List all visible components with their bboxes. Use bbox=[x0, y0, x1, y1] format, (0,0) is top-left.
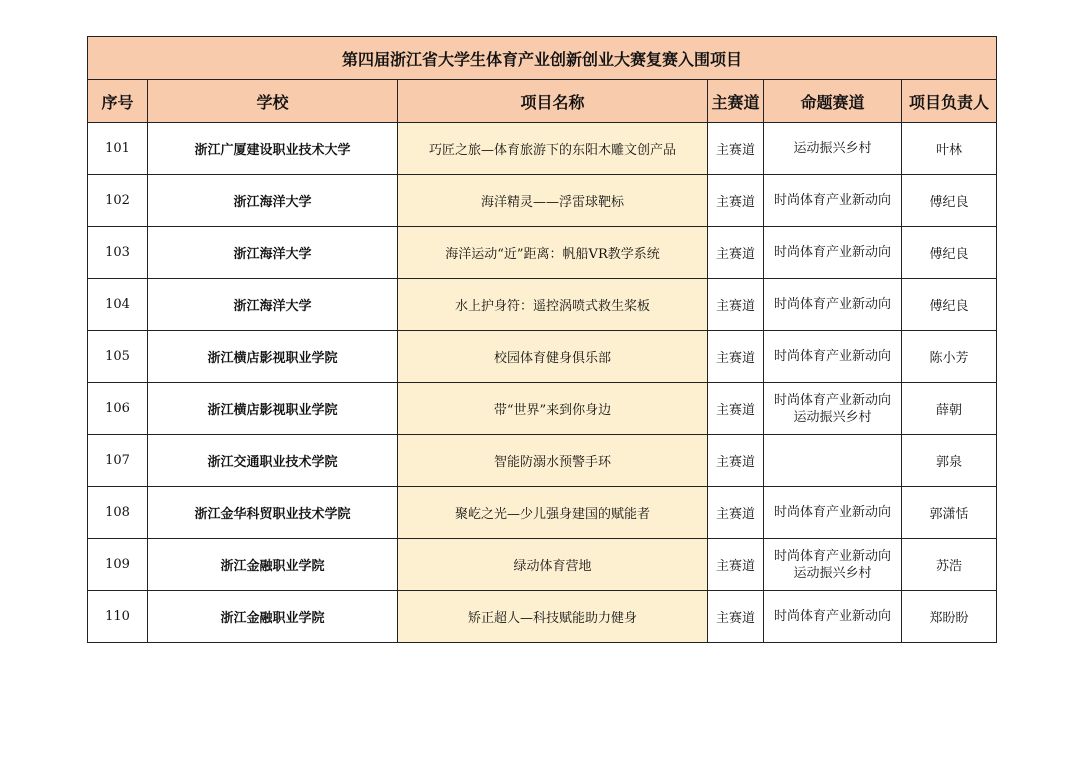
cell-school: 浙江海洋大学 bbox=[148, 175, 398, 227]
cell-main-track: 主赛道 bbox=[708, 383, 764, 435]
cell-topic-track bbox=[764, 279, 902, 331]
topic-line-2: 运动振兴乡村 bbox=[793, 565, 872, 581]
table-row bbox=[88, 123, 997, 175]
cell-main-track: 主赛道 bbox=[708, 539, 764, 591]
cell-topic-track bbox=[764, 227, 902, 279]
cell-school: 浙江海洋大学 bbox=[148, 227, 398, 279]
topic-line-1: 时尚体育产业新动向 bbox=[773, 245, 891, 260]
table-title: 第四届浙江省大学生体育产业创新创业大赛复赛入围项目 bbox=[88, 37, 997, 80]
cell-topic-track bbox=[764, 123, 902, 175]
table-row bbox=[88, 279, 997, 331]
topic-line-1: 运动振兴乡村 bbox=[793, 141, 872, 156]
cell-main-track: 主赛道 bbox=[708, 123, 764, 175]
cell-no: 102 bbox=[88, 175, 148, 227]
cell-no: 109 bbox=[88, 539, 148, 591]
cell-school: 浙江横店影视职业学院 bbox=[148, 331, 398, 383]
topic-line-1: 时尚体育产业新动向 bbox=[773, 609, 891, 624]
cell-school: 浙江海洋大学 bbox=[148, 279, 398, 331]
cell-no: 107 bbox=[88, 435, 148, 487]
cell-project: 绿动体育营地 bbox=[398, 539, 708, 591]
table-row bbox=[88, 591, 997, 643]
cell-project: 矫正超人—科技赋能助力健身 bbox=[398, 591, 708, 643]
cell-topic-track bbox=[764, 331, 902, 383]
cell-topic-track bbox=[764, 435, 902, 487]
table-row bbox=[88, 227, 997, 279]
header-project: 项目名称 bbox=[398, 80, 708, 123]
cell-main-track: 主赛道 bbox=[708, 227, 764, 279]
cell-leader: 苏浩 bbox=[902, 539, 997, 591]
topic-line-1: 时尚体育产业新动向 bbox=[773, 392, 891, 408]
cell-leader: 郭潇恬 bbox=[902, 487, 997, 539]
cell-no: 101 bbox=[88, 123, 148, 175]
cell-topic-track bbox=[764, 591, 902, 643]
cell-project: 校园体育健身俱乐部 bbox=[398, 331, 708, 383]
cell-topic-track bbox=[764, 175, 902, 227]
cell-school: 浙江金融职业学院 bbox=[148, 539, 398, 591]
cell-topic-track bbox=[764, 539, 902, 591]
cell-leader: 叶林 bbox=[902, 123, 997, 175]
table-row bbox=[88, 435, 997, 487]
header-topic-track: 命题赛道 bbox=[764, 80, 902, 123]
cell-school: 浙江广厦建设职业技术大学 bbox=[148, 123, 398, 175]
header-main-track: 主赛道 bbox=[708, 80, 764, 123]
cell-project: 海洋精灵——浮雷球靶标 bbox=[398, 175, 708, 227]
cell-project: 水上护身符：遥控涡喷式救生桨板 bbox=[398, 279, 708, 331]
cell-no: 106 bbox=[88, 383, 148, 435]
cell-leader: 郭泉 bbox=[902, 435, 997, 487]
cell-leader: 郑盼盼 bbox=[902, 591, 997, 643]
header-no: 序号 bbox=[88, 80, 148, 123]
topic-line-1: 时尚体育产业新动向 bbox=[773, 548, 891, 564]
cell-topic-track bbox=[764, 487, 902, 539]
topic-line-1: 时尚体育产业新动向 bbox=[773, 505, 891, 520]
cell-no: 104 bbox=[88, 279, 148, 331]
cell-leader: 傅纪良 bbox=[902, 279, 997, 331]
cell-main-track: 主赛道 bbox=[708, 487, 764, 539]
header-leader: 项目负责人 bbox=[902, 80, 997, 123]
cell-project: 海洋运动“近”距离：帆船VR教学系统 bbox=[398, 227, 708, 279]
topic-line-1: 时尚体育产业新动向 bbox=[773, 297, 891, 312]
cell-main-track: 主赛道 bbox=[708, 331, 764, 383]
cell-main-track: 主赛道 bbox=[708, 279, 764, 331]
cell-leader: 傅纪良 bbox=[902, 175, 997, 227]
cell-school: 浙江横店影视职业学院 bbox=[148, 383, 398, 435]
finalist-table bbox=[87, 36, 997, 643]
table-row bbox=[88, 539, 997, 591]
cell-leader: 傅纪良 bbox=[902, 227, 997, 279]
cell-no: 105 bbox=[88, 331, 148, 383]
cell-school: 浙江交通职业技术学院 bbox=[148, 435, 398, 487]
header-school: 学校 bbox=[148, 80, 398, 123]
cell-leader: 薛朝 bbox=[902, 383, 997, 435]
topic-line-1: 时尚体育产业新动向 bbox=[773, 349, 891, 364]
table-row bbox=[88, 331, 997, 383]
header-row bbox=[88, 80, 997, 123]
cell-school: 浙江金融职业学院 bbox=[148, 591, 398, 643]
cell-project: 智能防溺水预警手环 bbox=[398, 435, 708, 487]
topic-line-2: 运动振兴乡村 bbox=[793, 409, 872, 425]
cell-no: 110 bbox=[88, 591, 148, 643]
topic-line-1: 时尚体育产业新动向 bbox=[773, 193, 891, 208]
table-row bbox=[88, 175, 997, 227]
cell-main-track: 主赛道 bbox=[708, 175, 764, 227]
table-row bbox=[88, 487, 997, 539]
cell-leader: 陈小芳 bbox=[902, 331, 997, 383]
cell-no: 103 bbox=[88, 227, 148, 279]
cell-project: 聚屹之光—少儿强身建国的赋能者 bbox=[398, 487, 708, 539]
cell-topic-track bbox=[764, 383, 902, 435]
cell-project: 带“世界”来到你身边 bbox=[398, 383, 708, 435]
cell-project: 巧匠之旅—体育旅游下的东阳木雕文创产品 bbox=[398, 123, 708, 175]
cell-school: 浙江金华科贸职业技术学院 bbox=[148, 487, 398, 539]
cell-main-track: 主赛道 bbox=[708, 591, 764, 643]
table-row bbox=[88, 383, 997, 435]
cell-main-track: 主赛道 bbox=[708, 435, 764, 487]
cell-no: 108 bbox=[88, 487, 148, 539]
